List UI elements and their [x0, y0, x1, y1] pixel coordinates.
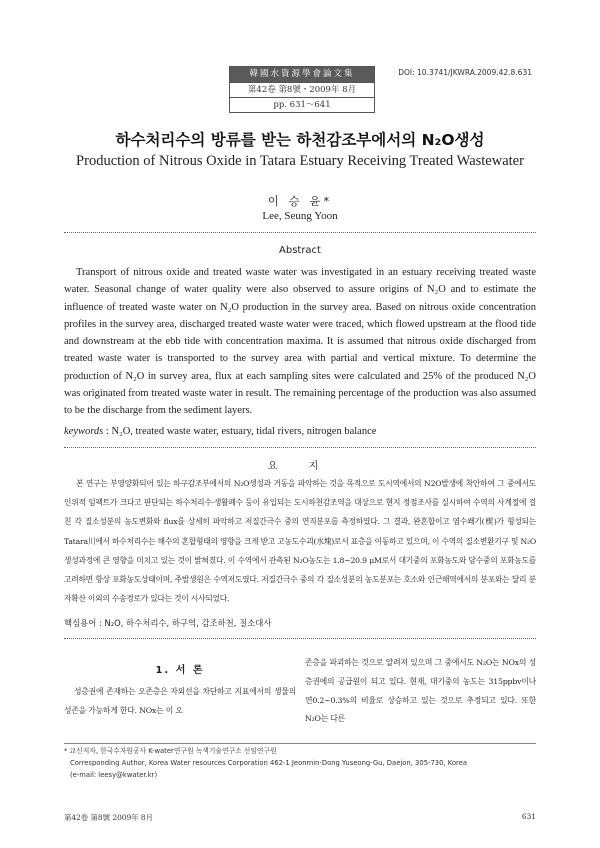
abstract-text: Transport of nitrous oxide and treated waste water was investigated in an estuary receiving treated waste water. Seasonal change of water quality were also observed to assure origins of N₂O and to estimate the influence of treated waste water on N₂O production in the survey area. Based on nitrous oxide concentration profiles in the survey area, discharged treated waste water were traced, which flowed upstream at the flood tide and downstream at the ebb tide with concentration maxima. It is assumed that nitrous oxide discharged from treated waste water is transported to the survey area with partial and vertical mixture. To determine the production of N₂O in survey area, flux at each sampling sites were calculated and 25% of the produced N₂O was originated from treated waste water in result. The remaining percentage of the production was also assumed to be the discharge from the sediment layers. [64, 267, 536, 417]
footnote-line: Corresponding Author, Korea Water resources Corporation 462-1 Jeonmin-Dong Yuseong-Gu, Daejon, 305-730, Korea [70, 758, 468, 767]
doi[interactable]: DOI: 10.3741/JKWRA.2009.42.8.631 [398, 68, 532, 77]
journal-volume: 第42卷 第8號・2009年 8月 [230, 82, 374, 97]
keywords [64, 426, 536, 437]
page-footer [64, 812, 536, 823]
footnote-line: * 교신저자, 한국수자원공사 K-water연구원 녹색기술연구소 선임연구원 [64, 747, 277, 755]
page-number: 631 [521, 812, 536, 821]
paper-title-english: Production of Nitrous Oxide in Tatara Estuary Receiving Treated Wastewater [76, 153, 524, 169]
korean-abstract-heading: 요 지 [267, 461, 333, 472]
keywords-label: keywords [64, 426, 104, 437]
body-column-right: 존층을 파괴하는 것으로 알려져 있으며 그 중에서도 N₂O는 NOx의 성층권에의 공급원이 되고 있다. 현재, 대기중의 농도는 315ppbv이나 연0.2~0.3%의 비율로 상승하고 있는 것으로 추정되고 있다. 또한 N₂O는 다른 [305, 658, 536, 724]
author-english: Lee, Seung Yoon [262, 210, 338, 222]
footnote-email[interactable]: (e-mail: leesy@kwater.kr) [70, 770, 158, 779]
footnote [64, 746, 536, 781]
footnote-divider [64, 743, 536, 744]
keywords-text: : N₂O, treated waste water, estuary, tidal rivers, nitrogen balance [103, 426, 377, 437]
korean-abstract-text: 본 연구는 부영양화되어 있는 하구감조부에서의 N₂O생성과 거동을 파악하는 것을 목적으로 도시역에서의 N2O발생에 착안하여 그 중에서도 인위적 임팩트가 크다고 판단되는 하수처리수·생활폐수 등이 유입되는 도시하천감조역을 대상으로 현지 정점조사를 실시하여 수역의 사계절에 걸친 각 질소성분의 농도변화와 flux를 상세히 파악하고 저질간극수 중의 연직분포를 측정하였다. 그 결과, 완흔합이고 염수쐐기(楔)가 형성되는 Tatara川에서 하수처리수는 해수의 혼합형태의 영향을 크게 받고 고농도수괴(水塊)로서 표층을 이동하고 있으며, 이 수역의 질소변환기구 및 N₂O생성과정에 큰 영향을 미치고 있는 것이 밝혀졌다. 이 수역에서 관측된 N₂O농도는 1.8~20.9 μM로서 대기중의 포화농도와 담수중의 포화농도를 고려하면 항상 포화농도상태이며, 주발생원은 수역저도였다. 저질간극수 중의 각 질소성분의 농도분포는 호소와 인근해역에서의 분포와는 달리 분자확산 이외의 수송경로가 있다는 것이 시사되었다. [64, 479, 536, 604]
author-korean: 이 승 윤* [267, 194, 333, 208]
section-heading-introduction: 1. 서 론 [155, 665, 205, 676]
divider [64, 447, 536, 448]
korean-keywords: 핵심용어 : N₂O, 하수처리수, 하구역, 감조하천, 질소대사 [64, 618, 272, 628]
journal-title: 韓國水資源學會論文集 [230, 67, 374, 82]
paper-title-korean: 하수처리수의 방류를 받는 하천감조부에서의 N₂O생성 [115, 131, 485, 149]
abstract-heading: Abstract [279, 245, 321, 256]
footer-issue: 第42卷 第8號 2009年 8月 [64, 813, 154, 822]
divider [64, 638, 536, 639]
body-column-left: 성층권에 존재하는 오존층은 자외선을 차단하고 지표에서의 생물의 성존을 가능하게 한다. NOx는 이 오 [64, 687, 296, 715]
journal-header-box [229, 66, 375, 113]
journal-pages: pp. 631～641 [230, 97, 374, 112]
divider [64, 232, 536, 233]
